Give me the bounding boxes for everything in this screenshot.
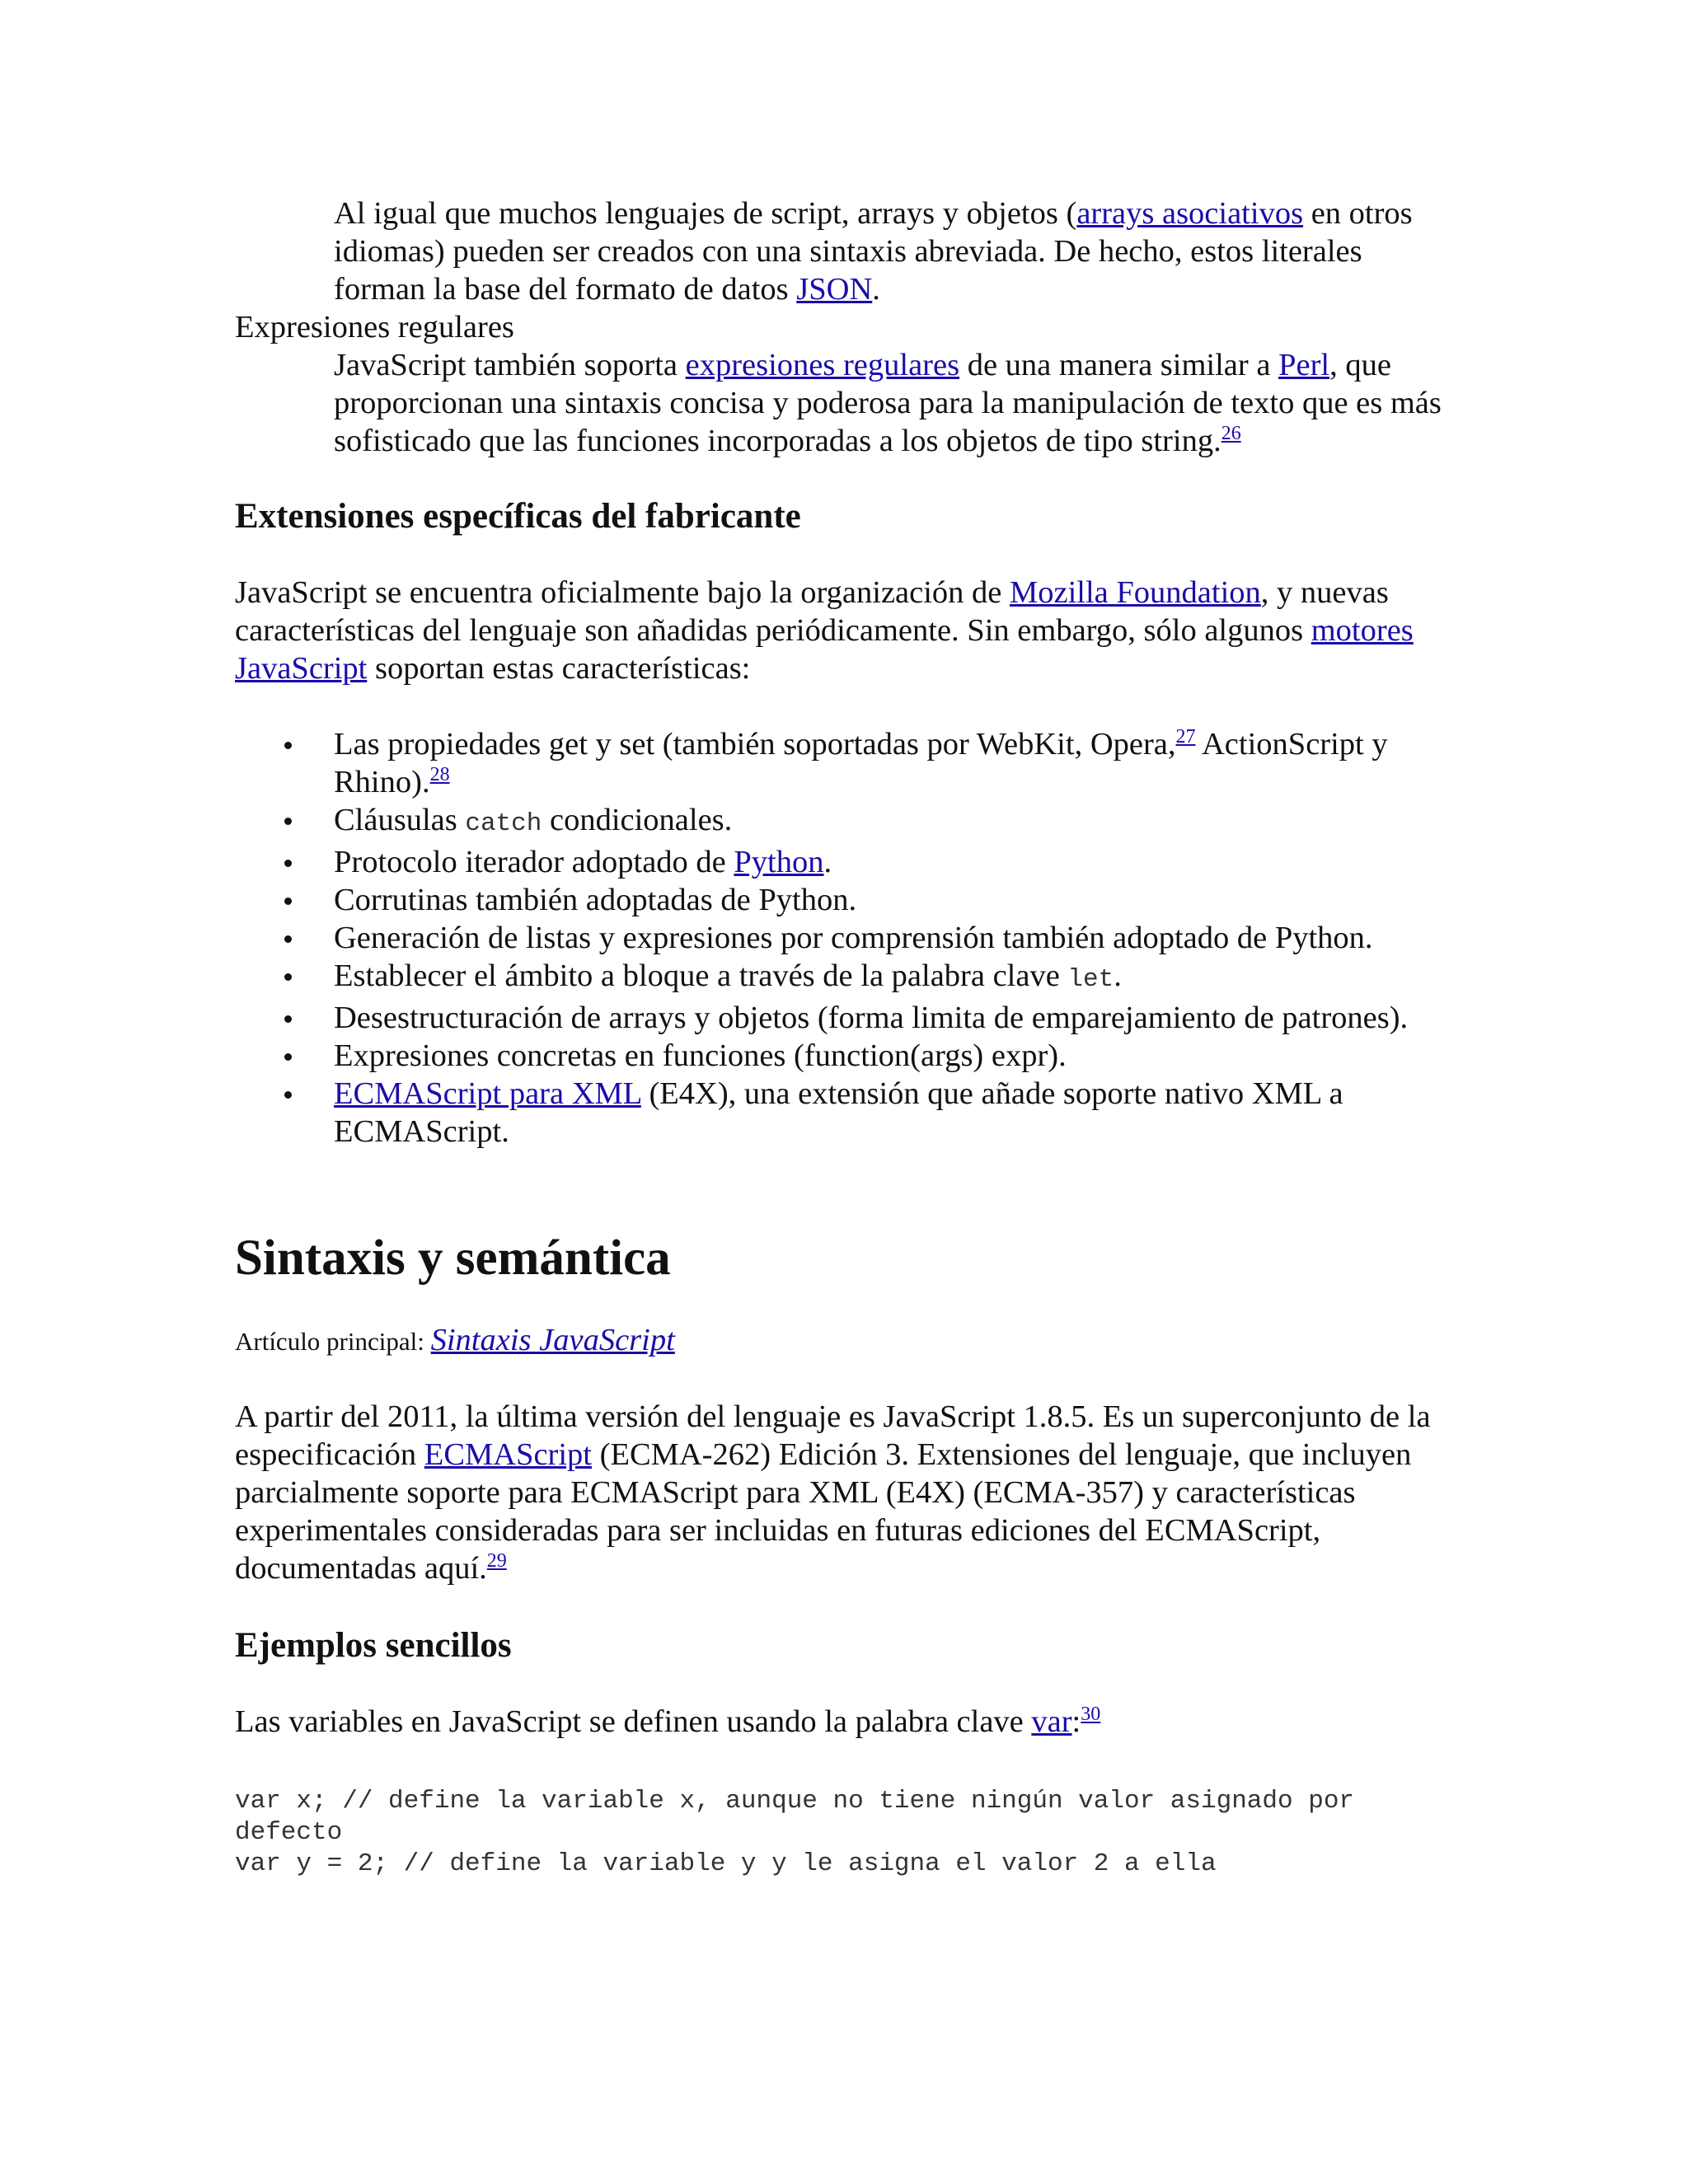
footnote-ref-28[interactable]: 28 <box>429 764 450 786</box>
link-perl[interactable]: Perl <box>1278 348 1330 382</box>
syntax-paragraph: A partir del 2011, la última versión del lenguaje es JavaScript 1.8.5. Es un superconjunto de la especificación ECMAScript (ECMA-262) Edición 3. Extensiones del lenguaje, que incluyen parcialmente soporte para ECMAScript para XML (E4X) (ECMA-357) y características experimentales consideradas para ser incluidas en futuras ediciones del ECMAScript, documentadas aquí.$^{29}$ <box>235 1399 1431 1586</box>
intro-paragraph: Al igual que muchos lenguajes de script, arrays y objetos (arrays asociativos en otros idiomas) pueden ser creados con una sintaxis abreviada. De hecho, estos literales forman la base del formato de datos JSON. <box>334 196 1413 307</box>
link-ecmascript-para-xml[interactable]: ECMAScript para XML <box>334 1076 641 1111</box>
inline-code-catch: catch <box>465 809 542 838</box>
list-item: Las propiedades get y set (también soportadas por WebKit, Opera,$^{27}$ ActionScript y Rhino).$^{28}$ <box>334 725 1455 801</box>
list-item: ECMAScript para XML (E4X), una extensión que añade soporte nativo XML a ECMAScript. <box>334 1075 1455 1151</box>
regex-term: Expresiones regulares <box>235 310 514 344</box>
code-block: var x; // define la variable x, aunque no tiene ningún valor asignado por defecto var y = 2; // define la variable y y le asigna el valor 2 a ella <box>235 1787 1355 1878</box>
section-heading-syntax: Sintaxis y semántica <box>235 1230 671 1286</box>
list-item: Desestructuración de arrays y objetos (forma limita de emparejamiento de patrones). <box>334 999 1455 1037</box>
list-item: Protocolo iterador adoptado de Python. <box>334 843 1455 881</box>
section-heading-vendor-extensions: Extensiones específicas del fabricante <box>235 497 801 536</box>
vendor-paragraph: JavaScript se encuentra oficialmente bajo la organización de Mozilla Foundation, y nuevas características del lenguaje son añadidas periódicamente. Sin embargo, sólo algunos motores JavaScript soportan estas características: <box>235 575 1414 686</box>
list-item: Corrutinas también adoptadas de Python. <box>334 881 1455 919</box>
footnote-ref-26[interactable]: 26 <box>1221 423 1241 445</box>
link-ecmascript[interactable]: ECMAScript <box>424 1437 592 1472</box>
section-heading-simple-examples: Ejemplos sencillos <box>235 1626 512 1665</box>
inline-code-let: let <box>1067 965 1114 994</box>
link-mozilla-foundation[interactable]: Mozilla Foundation <box>1010 575 1261 610</box>
regex-paragraph: JavaScript también soporta expresiones regulares de una manera similar a Perl, que proporcionan una sintaxis concisa y poderosa para la manipulación de texto que es más sofisticado que las funciones incorporadas a los objetos de tipo string.$^{26}$ <box>334 348 1442 458</box>
link-motores-javascript[interactable]: motores JavaScript <box>235 613 1414 686</box>
footnote-ref-30[interactable]: 30 <box>1081 1704 1101 1726</box>
link-arrays-asociativos[interactable]: arrays asociativos <box>1076 196 1304 231</box>
footnote-ref-27[interactable]: 27 <box>1175 726 1196 748</box>
list-item: Establecer el ámbito a bloque a través de la palabra clave let. <box>334 957 1455 999</box>
list-item: Expresiones concretas en funciones (function(args) expr). <box>334 1037 1455 1075</box>
link-var[interactable]: var <box>1031 1704 1072 1739</box>
list-item: Generación de listas y expresiones por comprensión también adoptado de Python. <box>334 919 1455 957</box>
link-json[interactable]: JSON <box>796 272 873 307</box>
vendor-feature-list <box>334 725 1455 1151</box>
main-article-note: Artículo principal: Sintaxis JavaScript <box>235 1323 675 1357</box>
examples-paragraph: Las variables en JavaScript se definen usando la palabra clave var:$^{30}$ <box>235 1704 1101 1739</box>
list-item: Cláusulas catch condicionales. <box>334 801 1455 843</box>
footnote-ref-29[interactable]: 29 <box>486 1550 507 1572</box>
link-sintaxis-javascript[interactable]: Sintaxis JavaScript <box>430 1323 675 1357</box>
link-python[interactable]: Python <box>734 845 824 879</box>
link-expresiones-regulares[interactable]: expresiones regulares <box>685 348 960 382</box>
